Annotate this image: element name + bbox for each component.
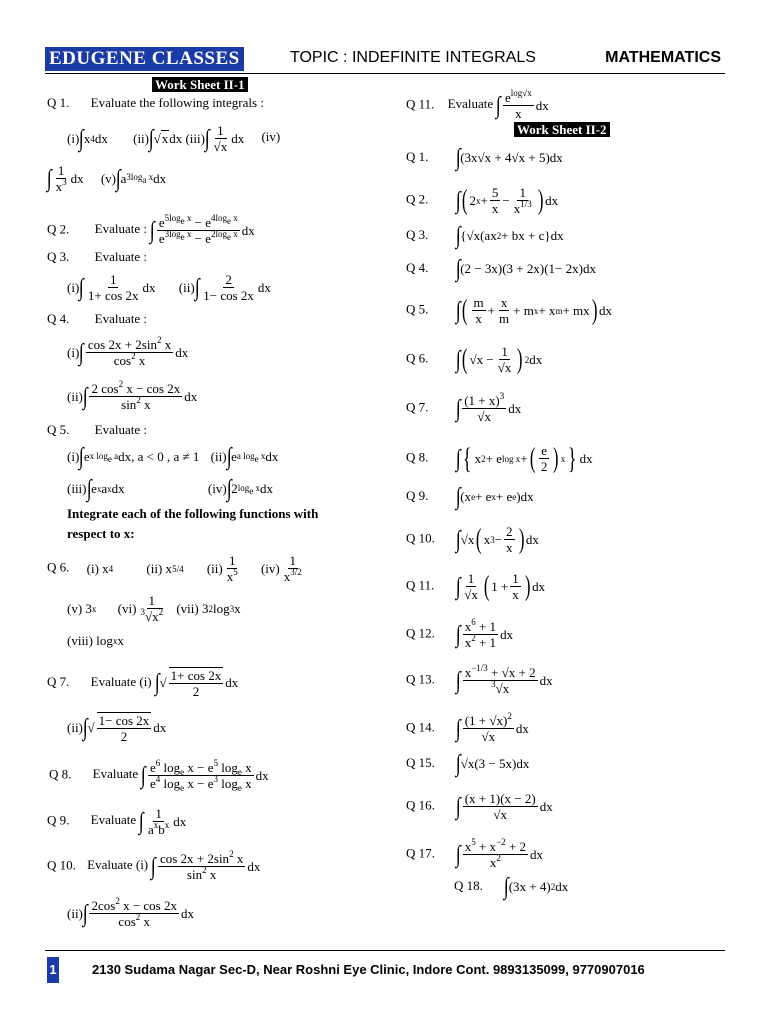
worksheet-title-right: Work Sheet II-2: [514, 122, 610, 137]
q4-part-ii: (ii) ∫ $\frac{2 \cos^2 x - \cos 2x}{\sin^2 x}$ dx: [67, 379, 198, 412]
r-q6: Q 6. ∫ ( √x − $\frac{1}{√x}$ ) 2 dx: [406, 343, 543, 375]
r-q1: Q 1. ∫ (3x√x + 4√x + 5)dx: [406, 145, 563, 171]
question-r-q11-top: Q 11. Evaluate ∫ $\frac{e^{log√x}}{x}$ dx: [406, 88, 549, 121]
q5-parts-a: (i) ∫ e x $\log_e a$ dx, a < 0 , a ≠ 1 (ii) ∫ e a $\log_e x$ dx: [67, 444, 279, 470]
header-rule: [45, 73, 725, 74]
r-q12: Q 12. ∫ $\frac{x^6 + 1}{x^2 + 1}$ dx: [406, 617, 514, 650]
r-q11: Q 11. ∫ $\frac{1}{√x}$ ( 1 + $\frac{1}{x}$ ) dx: [406, 570, 546, 602]
q1-parts: (i) ∫ x 4 dx (ii) ∫ √x dx (iii) ∫ $\frac{1}{√x}$ dx (iv): [67, 123, 281, 154]
footer-rule: [45, 950, 725, 951]
r-q13: Q 13. ∫ $\frac{x^{-1/3} + √x + 2}{^3√x}$ dx: [406, 663, 553, 696]
subject-title: MATHEMATICS: [605, 49, 721, 66]
r-q15: Q 15. ∫ √x(3 − 5x)dx: [406, 751, 530, 777]
question-q10: Q 10. Evaluate (i) ∫ $\frac{\cos 2x + 2\sin^2 x}{\sin^2 x}$ dx: [47, 849, 261, 882]
question-q8: Q 8. Evaluate ∫ $\frac{e^6 \log_e x - e^5 \log_e x}{e^4 \log_e x - e^3 \log_e x}$ dx: [49, 758, 269, 793]
r-q2: Q 2. ∫ ( 2 x + $\frac{5}{x}$ − $\frac{1}{x^{1/3}}$ ) dx: [406, 184, 559, 216]
q4-part-i: (i) ∫ $\frac{\cos 2x + 2\sin^2 x}{\cos^2 x}$ dx: [67, 335, 189, 368]
r-q16: Q 16. ∫ $\frac{(x + 1)(x - 2)}{√x}$ dx: [406, 791, 553, 822]
r-q3: Q 3. ∫ {√x(ax 2 + bx + c}dx: [406, 223, 564, 249]
q5-parts-b: (iii) ∫ e x a x dx (iv) ∫ 2 $\log_e x$ dx: [67, 476, 274, 502]
brand-name: EDUGENE CLASSES: [45, 47, 244, 71]
page-header: [45, 45, 725, 73]
r-q7: Q 7. ∫ $\frac{(1 + x)^3}{√x}$ dx: [406, 391, 522, 424]
worksheet-title-left: Work Sheet II-1: [152, 77, 248, 92]
q7-part-ii: (ii) ∫ √ $\frac{1- \cos 2x}{2}$ dx: [67, 713, 167, 744]
page-number: 1: [47, 957, 59, 983]
topic-title: TOPIC : INDEFINITE INTEGRALS: [290, 49, 536, 66]
q6-part-viii: (viii) log x x: [67, 633, 124, 649]
q1-parts-cont: ∫ $\frac{1}{x^3}$ dx (v) ∫ a $3\log_a$ x dx: [46, 163, 167, 194]
r-q14: Q 14. ∫ $\frac{(1 + √x)^2}{√x}$ dx: [406, 711, 529, 744]
q3-parts: (i) ∫ $\frac{1}{1+ \cos 2x}$ dx (ii) ∫ $\frac{2}{1- \cos 2x}$ dx: [67, 272, 271, 303]
r-q10: Q 10. ∫ √x ( x 3 − $\frac{2}{x}$ ) dx: [406, 523, 539, 555]
q10-part-ii: (ii) ∫ $\frac{2\cos^2 x - \cos 2x}{\cos^2 x}$ dx: [67, 896, 194, 929]
integrate-heading: Integrate each of the following functions with: [67, 506, 319, 521]
r-q8: Q 8. ∫ { x 2 + e log x + ( $\frac{e}{2}$ ) x } dx: [406, 441, 593, 475]
question-q1: Q 1. Evaluate the following integrals :: [47, 95, 264, 110]
integrate-heading-2: respect to x:: [67, 526, 135, 541]
question-q9: Q 9. Evaluate ∫ $\frac{1}{a^xb^x}$ dx: [47, 806, 187, 837]
r-q4: Q 4. ∫ (2 − 3x)(3 + 2x)(1− 2x)dx: [406, 256, 596, 282]
question-q7: Q 7. Evaluate (i) ∫ √ $\frac{1+ \cos 2x}{2}$ dx: [47, 668, 239, 699]
r-q18: Q 18. ∫ (3x + 4) 2 dx: [454, 874, 569, 900]
q6-parts-b: (v) 3 x (vi) $\frac{1}{^3√x^2}$ (vii) 3 2 log 3 x: [67, 593, 241, 624]
footer-address: 2130 Sudama Nagar Sec-D, Near Roshni Eye Clinic, Indore Cont. 9893135099, 9770907016: [92, 962, 645, 977]
question-q6: Q 6. (i) x 4 (ii) x 5/4 (ii) $\frac{1}{x^5}$ (iv) $\frac{1}{x^{3/2}}$: [47, 553, 302, 584]
question-q4: Q 4. Evaluate :: [47, 311, 147, 326]
r-q17: Q 17. ∫ $\frac{x^5 + x^{-2} + 2}{x^2}$ dx: [406, 837, 543, 870]
r-q5: Q 5. ∫ ( $\frac{m}{x}$ + $\frac{x}{m}$ + m x + x m + mx ) dx: [406, 294, 612, 326]
r-q9: Q 9. ∫ (x e + e x + e e )dx: [406, 484, 534, 510]
question-q2: Q 2. Evaluate : ∫ $\frac{e^{5log_e x} - e^{4log_e x}}{e^{3log_e x} - e^{2log_e x}}$ dx: [47, 213, 255, 246]
question-q5: Q 5. Evaluate :: [47, 422, 147, 437]
question-q3: Q 3. Evaluate :: [47, 249, 147, 264]
